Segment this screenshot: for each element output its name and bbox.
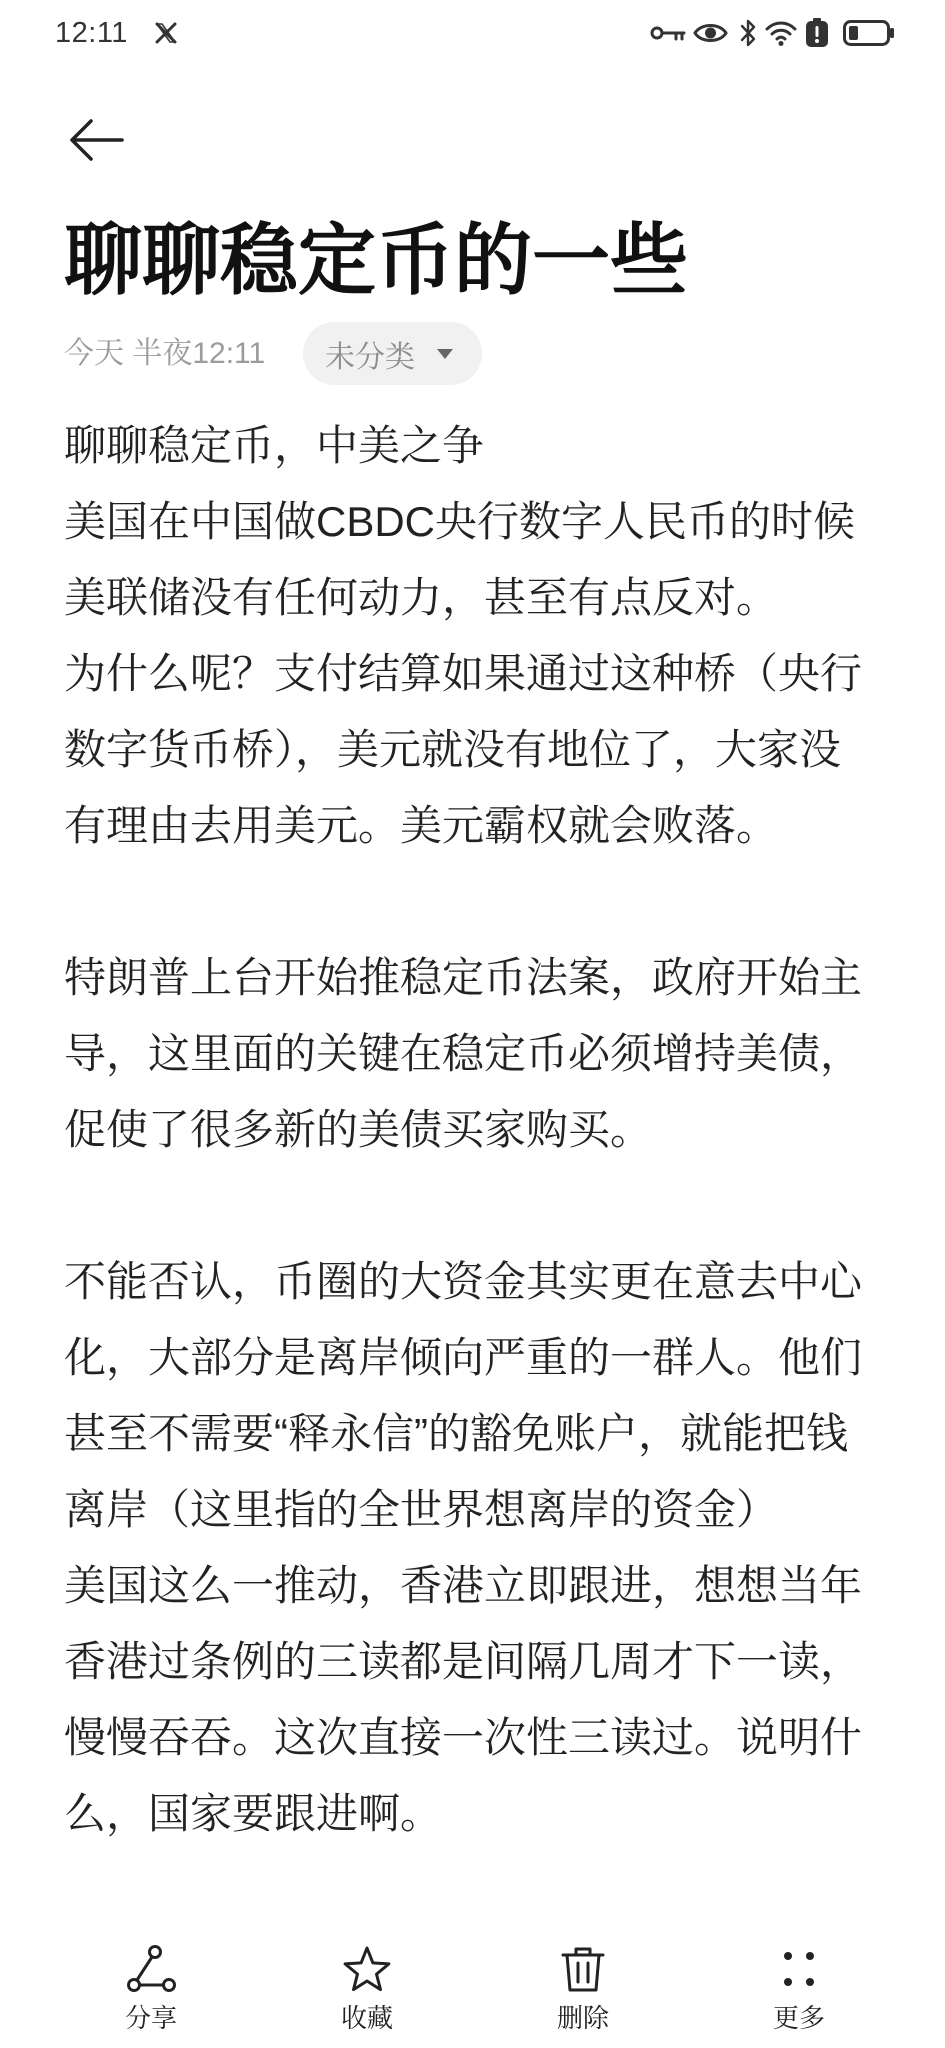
body-line: 化，大部分是离岸倾向严重的一群人。他们	[64, 1334, 863, 1381]
paragraph	[64, 408, 904, 864]
wifi-icon	[765, 19, 797, 47]
trash-icon	[557, 1943, 609, 1995]
share-label: 分享	[124, 2003, 177, 2033]
body-line: 甚至不需要“释永信”的豁免账户，就能把钱	[64, 1410, 848, 1457]
x-logo-icon	[155, 22, 177, 44]
back-button[interactable]	[60, 112, 132, 168]
bottom-toolbar	[43, 1943, 907, 2039]
note-timestamp: 今天 半夜12:11	[64, 337, 266, 370]
delete-label: 删除	[556, 2003, 609, 2033]
back-arrow-icon	[68, 119, 124, 161]
status-bar	[0, 0, 945, 66]
more-button[interactable]	[691, 1943, 907, 2039]
body-line: 为什么呢？支付结算如果通过这种桥（央行	[64, 650, 863, 697]
body-line: 数字货币桥），美元就没有地位了，大家没	[64, 726, 842, 773]
bluetooth-icon	[740, 18, 756, 48]
delete-button[interactable]	[475, 1943, 691, 2039]
body-line: 离岸（这里指的全世界想离岸的资金）	[64, 1486, 779, 1533]
eye-icon	[693, 21, 728, 45]
status-time: 12:11	[55, 17, 128, 49]
body-line: 香港过条例的三读都是间隔几周才下一读，	[64, 1638, 863, 1685]
note-title: 聊聊稳定币的一些	[64, 216, 689, 304]
body-line: 有理由去用美元。美元霸权就会败落。	[64, 802, 779, 849]
more-dots-icon	[773, 1943, 825, 1995]
body-line: 聊聊稳定币，中美之争	[64, 422, 485, 469]
note-body	[64, 408, 904, 1852]
favorite-label: 收藏	[340, 2003, 393, 2033]
share-icon	[125, 1943, 177, 1995]
body-line: 美联储没有任何动力，甚至有点反对。	[64, 574, 779, 621]
favorite-button[interactable]	[259, 1943, 475, 2039]
body-line: 美国在中国做CBDC央行数字人民币的时候	[64, 498, 856, 545]
body-line: 慢慢吞吞。这次直接一次性三读过。说明什	[64, 1714, 863, 1761]
paragraph	[64, 940, 904, 1168]
battery-alert-icon	[805, 18, 829, 48]
category-dropdown[interactable]	[303, 322, 482, 385]
body-line: 促使了很多新的美债买家购买。	[64, 1106, 653, 1153]
more-label: 更多	[772, 2003, 825, 2033]
battery-icon	[843, 20, 895, 46]
paragraph	[64, 1244, 904, 1852]
body-line: 特朗普上台开始推稳定币法案，政府开始主	[64, 954, 863, 1001]
star-icon	[341, 1943, 393, 1995]
body-line: 不能否认，币圈的大资金其实更在意去中心	[64, 1258, 863, 1305]
category-label: 未分类	[325, 340, 415, 374]
key-icon	[650, 24, 686, 42]
body-line: 导，这里面的关键在稳定币必须增持美债，	[64, 1030, 863, 1077]
triangle-down-icon	[436, 348, 454, 360]
share-button[interactable]	[43, 1943, 259, 2039]
body-line: 美国这么一推动，香港立即跟进，想想当年	[64, 1562, 863, 1609]
body-line: 么，国家要跟进啊。	[64, 1790, 443, 1837]
